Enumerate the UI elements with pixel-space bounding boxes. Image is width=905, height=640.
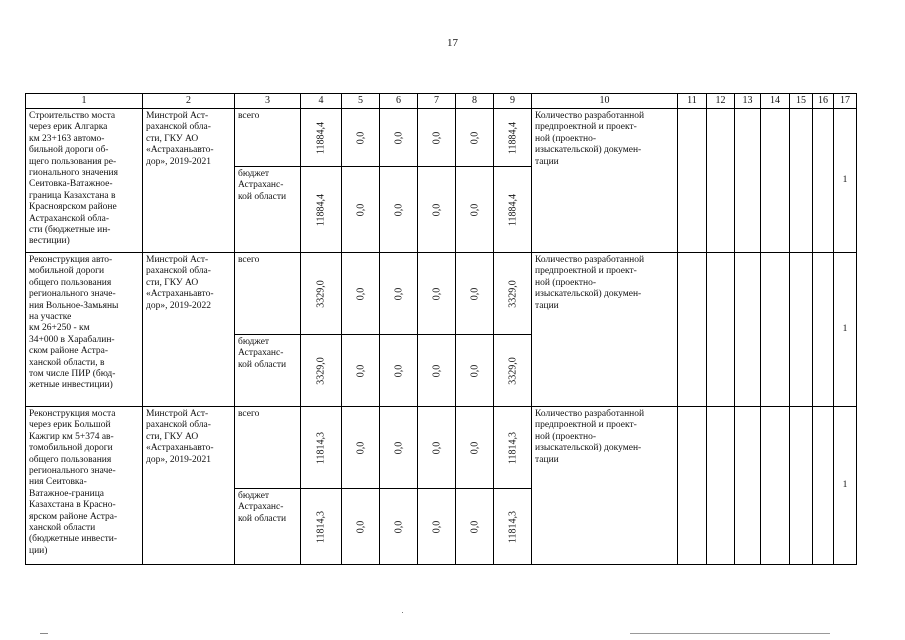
- scan-mark-right: [630, 633, 830, 634]
- value-col-5: 0,0: [342, 489, 380, 565]
- col-17-mark: 1: [834, 109, 857, 253]
- value-col-7: 0,0: [418, 253, 456, 335]
- col-12-cell: [707, 253, 735, 407]
- measure-name: Реконструкция моста через ерик Большой Кажгир км 5+374 ав- томобильной дороги общего пользования регионального значе- ния Сеитовка- Ватажное-граница Казахстана в Красно- ярском районе Астра- ханской области (бюджетные инвести- ции): [26, 407, 143, 565]
- col-12-cell: [707, 109, 735, 253]
- col-13: 13: [735, 94, 761, 109]
- col-7: 7: [418, 94, 456, 109]
- value-col-9: 11814,3: [494, 407, 532, 489]
- scan-speck: [402, 612, 403, 613]
- col-12: 12: [707, 94, 735, 109]
- col-11-cell: [678, 109, 707, 253]
- value-col-9: 11884,4: [494, 167, 532, 253]
- col-16: 16: [813, 94, 834, 109]
- col-16-cell: [813, 109, 834, 253]
- col-4: 4: [301, 94, 342, 109]
- col-14-cell: [761, 109, 790, 253]
- value-col-7: 0,0: [418, 407, 456, 489]
- value-col-6: 0,0: [380, 253, 418, 335]
- value-col-8: 0,0: [456, 335, 494, 407]
- column-number-row: [26, 94, 857, 109]
- value-col-9: 3329,0: [494, 253, 532, 335]
- col-14-cell: [761, 407, 790, 565]
- value-col-5: 0,0: [342, 167, 380, 253]
- executor: Минстрой Аст- раханской обла- сти, ГКУ АО «Астраханьавто- дор», 2019-2021: [143, 407, 235, 565]
- col-16-cell: [813, 407, 834, 565]
- col-6: 6: [380, 94, 418, 109]
- table-row: [26, 407, 857, 489]
- value-col-4: 3329,0: [301, 335, 342, 407]
- funding-source: всего: [235, 109, 301, 167]
- value-col-7: 0,0: [418, 167, 456, 253]
- scan-mark-left: [40, 633, 48, 634]
- indicator: Количество разработанной предпроектной и проект- ной (проектно- изыскательской) докумен- тации: [532, 109, 678, 253]
- value-col-9: 11884,4: [494, 109, 532, 167]
- col-5: 5: [342, 94, 380, 109]
- col-13-cell: [735, 407, 761, 565]
- value-col-6: 0,0: [380, 335, 418, 407]
- scan-edge-marks: [0, 630, 905, 640]
- col-17-mark: 1: [834, 253, 857, 407]
- col-15-cell: [790, 109, 813, 253]
- table-row: [26, 253, 857, 335]
- funding-source: всего: [235, 407, 301, 489]
- executor: Минстрой Аст- раханской обла- сти, ГКУ АО «Астраханьавто- дор», 2019-2022: [143, 253, 235, 407]
- col-1: 1: [26, 94, 143, 109]
- value-col-4: 11884,4: [301, 109, 342, 167]
- value-col-6: 0,0: [380, 407, 418, 489]
- col-10: 10: [532, 94, 678, 109]
- value-col-4: 11814,3: [301, 489, 342, 565]
- measure-name: Строительство моста через ерик Алгарка км 23+163 автомо- бильной дороги об- щего пользования ре- гионального значения Сеитовка-Ватажное- граница Казахстана в Красноярском районе Астраханской обла- сти (бюджетные ин- вестиции): [26, 109, 143, 253]
- value-col-5: 0,0: [342, 335, 380, 407]
- table-row: [26, 109, 857, 167]
- col-15: 15: [790, 94, 813, 109]
- col-14: 14: [761, 94, 790, 109]
- col-3: 3: [235, 94, 301, 109]
- value-col-5: 0,0: [342, 407, 380, 489]
- value-col-6: 0,0: [380, 167, 418, 253]
- value-col-8: 0,0: [456, 489, 494, 565]
- col-13-cell: [735, 109, 761, 253]
- value-col-5: 0,0: [342, 253, 380, 335]
- value-col-4: 11884,4: [301, 167, 342, 253]
- indicator: Количество разработанной предпроектной и проект- ной (проектно- изыскательской) докумен- тации: [532, 407, 678, 565]
- funding-source: бюджет Астраханс- кой области: [235, 489, 301, 565]
- page-number: 17: [447, 37, 458, 49]
- value-col-7: 0,0: [418, 335, 456, 407]
- col-17: 17: [834, 94, 857, 109]
- col-9: 9: [494, 94, 532, 109]
- col-14-cell: [761, 253, 790, 407]
- funding-source: бюджет Астраханс- кой области: [235, 167, 301, 253]
- col-8: 8: [456, 94, 494, 109]
- value-col-8: 0,0: [456, 253, 494, 335]
- funding-source: бюджет Астраханс- кой области: [235, 335, 301, 407]
- measure-name: Реконструкция авто- мобильной дороги общего пользования регионального значе- ния Вольное-Замьяны на участке км 26+250 - км 34+000 в Харабалин- ском районе Астра- ханской области, в том числе ПИР (бюд- жетные инвестиции): [26, 253, 143, 407]
- value-col-9: 3329,0: [494, 335, 532, 407]
- col-13-cell: [735, 253, 761, 407]
- col-17-mark: 1: [834, 407, 857, 565]
- col-16-cell: [813, 253, 834, 407]
- col-15-cell: [790, 253, 813, 407]
- col-11-cell: [678, 407, 707, 565]
- value-col-9: 11814,3: [494, 489, 532, 565]
- value-col-6: 0,0: [380, 109, 418, 167]
- executor: Минстрой Аст- раханской обла- сти, ГКУ АО «Астраханьавто- дор», 2019-2021: [143, 109, 235, 253]
- col-11-cell: [678, 253, 707, 407]
- value-col-4: 3329,0: [301, 253, 342, 335]
- value-col-5: 0,0: [342, 109, 380, 167]
- value-col-4: 11814,3: [301, 407, 342, 489]
- value-col-7: 0,0: [418, 489, 456, 565]
- col-12-cell: [707, 407, 735, 565]
- indicator: Количество разработанной предпроектной и проект- ной (проектно- изыскательской) докумен- тации: [532, 253, 678, 407]
- funding-source: всего: [235, 253, 301, 335]
- col-2: 2: [143, 94, 235, 109]
- value-col-8: 0,0: [456, 109, 494, 167]
- value-col-7: 0,0: [418, 109, 456, 167]
- col-11: 11: [678, 94, 707, 109]
- col-15-cell: [790, 407, 813, 565]
- program-table: [25, 93, 857, 565]
- value-col-8: 0,0: [456, 407, 494, 489]
- value-col-8: 0,0: [456, 167, 494, 253]
- value-col-6: 0,0: [380, 489, 418, 565]
